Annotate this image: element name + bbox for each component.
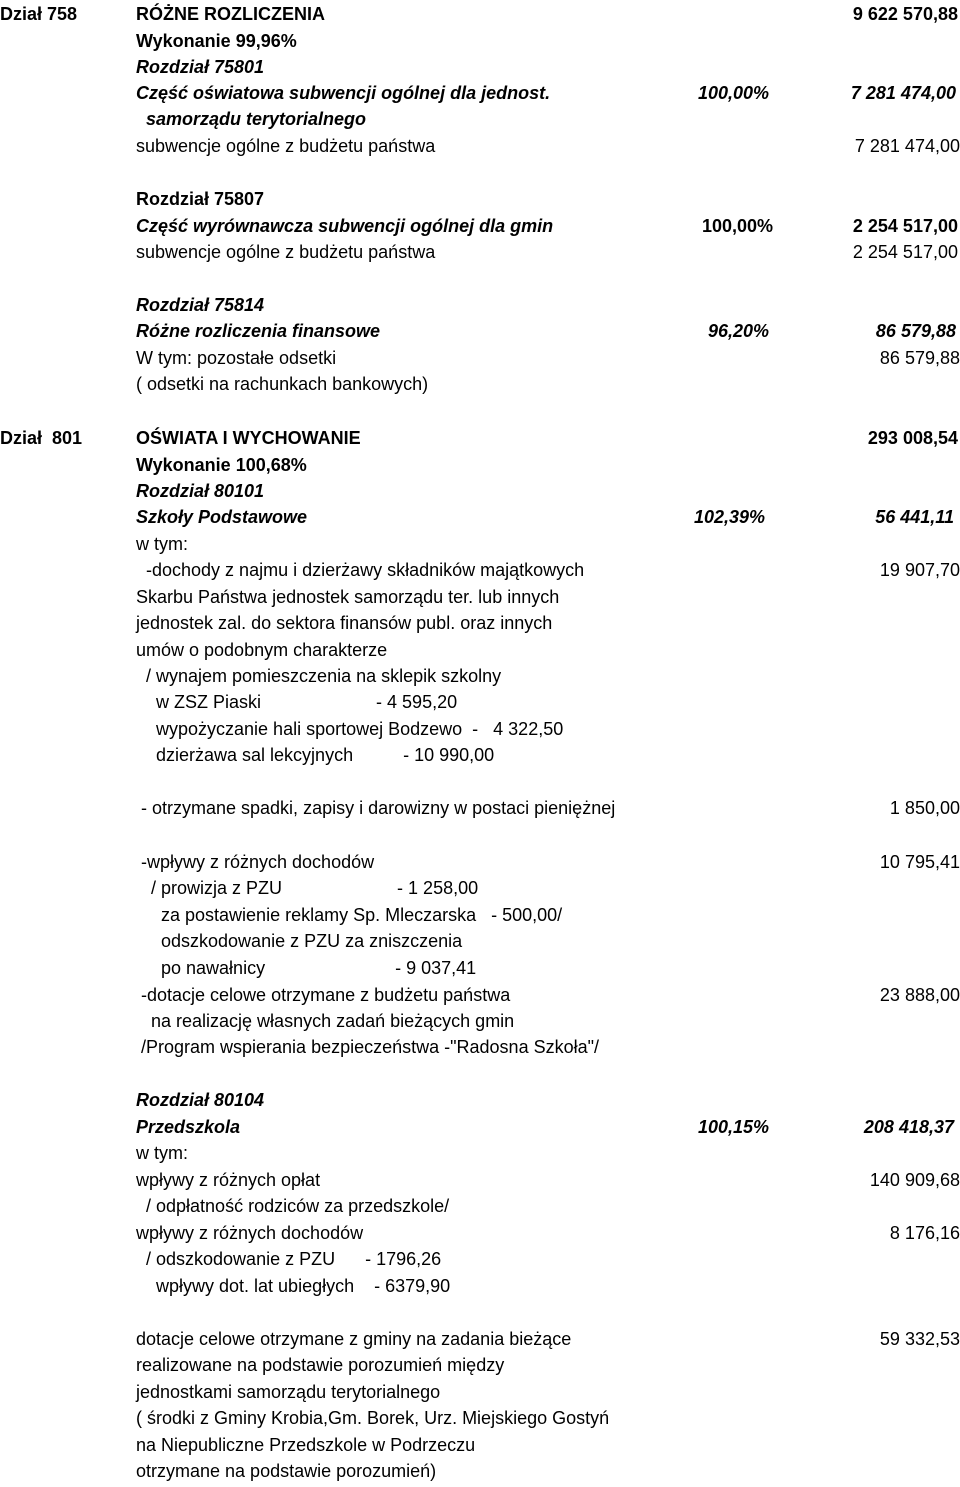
r80101-line: / wynajem pomieszczenia na sklepik szkolny xyxy=(136,666,502,686)
r80101-wplywy-line: -wpływy z różnych dochodów xyxy=(136,852,375,872)
r80104-w-tym: w tym: xyxy=(136,1143,188,1163)
r80101-spadki-label: - otrzymane spadki, zapisy i darowizny w postaci pieniężnej xyxy=(136,798,616,818)
r80104-dochody-amount: 8 176,16 xyxy=(889,1223,960,1243)
r75807-amount: 2 254 517,00 xyxy=(852,216,958,236)
r80101-wplywy-line: odszkodowanie z PZU za zniszczenia xyxy=(136,931,463,951)
r80101-line: umów o podobnym charakterze xyxy=(136,640,388,660)
r80104-line: wpływy dot. lat ubiegłych - 6379,90 xyxy=(136,1276,451,1296)
r80101-line: dzierżawa sal lekcyjnych - 10 990,00 xyxy=(136,745,495,765)
r80104-dotacje-line: jednostkami samorządu terytorialnego xyxy=(136,1382,441,1402)
r80101-wplywy-line: za postawienie reklamy Sp. Mleczarska - 500,00/ xyxy=(136,905,563,925)
r80101-dotacje-line: /Program wspierania bezpieczeństwa -"Radosna Szkoła"/ xyxy=(136,1037,599,1057)
r80104-percent: 100,15% xyxy=(698,1117,770,1137)
r80104-dotacje-line: dotacje celowe otrzymane z gminy na zadania bieżące xyxy=(136,1329,572,1349)
r80101-line: wypożyczanie hali sportowej Bodzewo - 4 322,50 xyxy=(136,719,564,739)
dzial-801-title: OŚWIATA I WYCHOWANIE xyxy=(136,428,361,448)
dzial-758-execution: Wykonanie 99,96% xyxy=(136,31,297,51)
r75801-percent: 100,00% xyxy=(698,83,770,103)
r75807-title: Część wyrównawcza subwencji ogólnej dla gmin xyxy=(136,216,554,236)
r75814-item-note: ( odsetki na rachunkach bankowych) xyxy=(136,374,429,394)
dzial-801-amount: 293 008,54 xyxy=(867,428,958,448)
r80104-header: Rozdział 80104 xyxy=(136,1090,265,1110)
r80104-dotacje-line: otrzymane na podstawie porozumień) xyxy=(136,1461,437,1481)
r80101-title: Szkoły Podstawowe xyxy=(136,507,308,527)
r80101-amount: 56 441,11 xyxy=(875,507,954,527)
r80104-dotacje-line: realizowane na podstawie porozumień między xyxy=(136,1355,505,1375)
r75807-percent: 100,00% xyxy=(702,216,774,236)
r75814-amount: 86 579,88 xyxy=(875,321,956,341)
r80101-najem-amount: 19 907,70 xyxy=(879,560,960,580)
r80104-line: / odszkodowanie z PZU - 1796,26 xyxy=(136,1249,442,1269)
r75807-item-label: subwencje ogólne z budżetu państwa xyxy=(136,242,436,262)
r80104-amount: 208 418,37 xyxy=(863,1117,954,1137)
r75814-title: Różne rozliczenia finansowe xyxy=(136,321,381,341)
r80101-line: w ZSZ Piaski - 4 595,20 xyxy=(136,692,458,712)
dzial-801-execution: Wykonanie 100,68% xyxy=(136,455,307,475)
r80104-line: wpływy z różnych opłat xyxy=(136,1170,321,1190)
r80104-dotacje-amount: 59 332,53 xyxy=(879,1329,960,1349)
r80101-dotacje-line: na realizację własnych zadań bieżących gmin xyxy=(136,1011,515,1031)
r75814-percent: 96,20% xyxy=(708,321,770,341)
r80104-title: Przedszkola xyxy=(136,1117,241,1137)
r80101-line: -dochody z najmu i dzierżawy składników majątkowych xyxy=(136,560,585,580)
r75801-item-label: subwencje ogólne z budżetu państwa xyxy=(136,136,436,156)
r75801-item-amount: 7 281 474,00 xyxy=(854,136,960,156)
r80101-percent: 102,39% xyxy=(694,507,766,527)
r80101-dotacje-amount: 23 888,00 xyxy=(879,985,960,1005)
r75801-title: Część oświatowa subwencji ogólnej dla jednost. xyxy=(136,83,551,103)
r75801-title-cont: samorządu terytorialnego xyxy=(146,109,367,129)
r75801-amount: 7 281 474,00 xyxy=(850,83,956,103)
r80104-line: wpływy z różnych dochodów xyxy=(136,1223,364,1243)
r80104-oplaty-amount: 140 909,68 xyxy=(869,1170,960,1190)
r80101-wplywy-line: / prowizja z PZU - 1 258,00 xyxy=(136,878,479,898)
r80101-header: Rozdział 80101 xyxy=(136,481,265,501)
r75814-header: Rozdział 75814 xyxy=(136,295,265,315)
r75807-item-amount: 2 254 517,00 xyxy=(852,242,958,262)
r80101-line: jednostek zal. do sektora finansów publ. oraz innych xyxy=(136,613,553,633)
r75814-item-amount: 86 579,88 xyxy=(879,348,960,368)
dzial-758-label: Dział 758 xyxy=(0,4,78,24)
r80101-spadki-amount: 1 850,00 xyxy=(889,798,960,818)
r75807-header: Rozdział 75807 xyxy=(136,189,265,209)
r80101-w-tym: w tym: xyxy=(136,534,188,554)
dzial-758-title: RÓŻNE ROZLICZENIA xyxy=(136,4,325,24)
r80101-line: Skarbu Państwa jednostek samorządu ter. lub innych xyxy=(136,587,560,607)
r75814-item-label: W tym: pozostałe odsetki xyxy=(136,348,337,368)
r80104-dotacje-line: na Niepubliczne Przedszkole w Podrzeczu xyxy=(136,1435,476,1455)
dzial-801-label: Dział 801 xyxy=(0,428,83,448)
r80101-wplywy-amount: 10 795,41 xyxy=(879,852,960,872)
r80104-dotacje-line: ( środki z Gminy Krobia,Gm. Borek, Urz. Miejskiego Gostyń xyxy=(136,1408,610,1428)
r80101-wplywy-line: po nawałnicy - 9 037,41 xyxy=(136,958,477,978)
r80101-dotacje-line: -dotacje celowe otrzymane z budżetu państwa xyxy=(136,985,511,1005)
r80104-line: / odpłatność rodziców za przedszkole/ xyxy=(136,1196,450,1216)
r75801-header: Rozdział 75801 xyxy=(136,57,265,77)
dzial-758-amount: 9 622 570,88 xyxy=(852,4,958,24)
